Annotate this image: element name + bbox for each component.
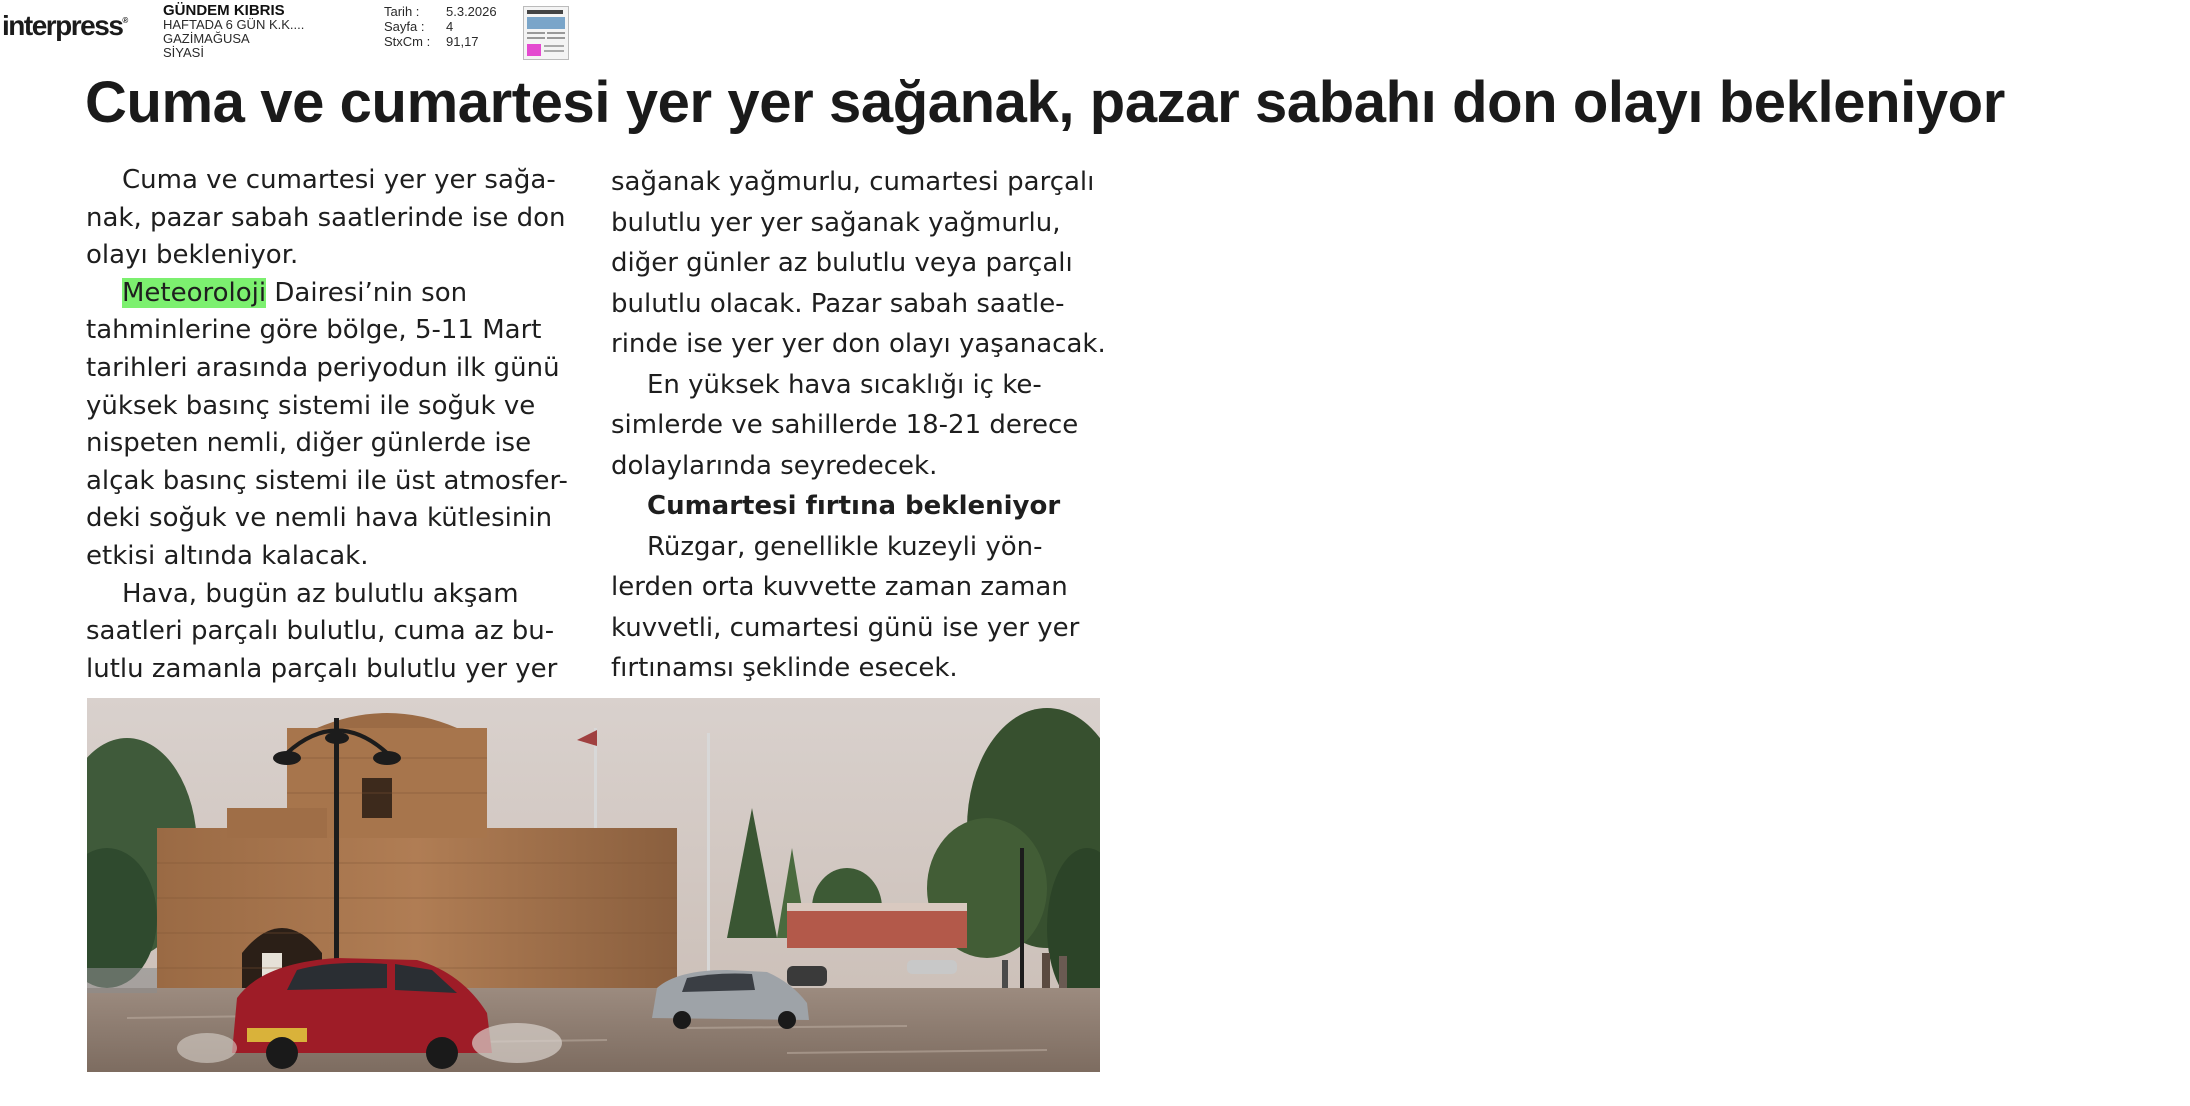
meta-page-value: 4 bbox=[446, 19, 454, 34]
article-subhead: Cumartesi fırtına bekleniyor bbox=[647, 491, 1061, 521]
text-line: nispeten nemli, diğer günlerde ise bbox=[86, 428, 532, 459]
text-line: tarihleri arasında periyodun ilk günü bbox=[86, 352, 560, 383]
page-thumbnail[interactable] bbox=[523, 6, 569, 60]
publication-name: GÜNDEM KIBRIS bbox=[163, 2, 285, 19]
text-line: saatleri parçalı bulutlu, cuma az bu- bbox=[86, 616, 555, 647]
text-line: fırtınamsı şeklinde esecek. bbox=[611, 653, 958, 683]
article-headline: Cuma ve cumartesi yer yer sağanak, pazar sabahı don olayı bekleniyor bbox=[85, 70, 2005, 135]
meta-size bbox=[384, 34, 497, 49]
text-line: Cuma ve cumartesi yer yer sağa- bbox=[122, 165, 556, 195]
text-line: rinde ise yer yer don olayı yaşanacak. bbox=[611, 329, 1106, 359]
publication-city: GAZİMAĞUSA bbox=[163, 31, 250, 46]
text-line bbox=[86, 275, 568, 313]
text-line: tahminlerine göre bölge, 5-11 Mart bbox=[86, 315, 542, 346]
meta-date bbox=[384, 4, 497, 19]
clipping-meta bbox=[384, 4, 497, 49]
publication-info bbox=[163, 4, 304, 60]
flooded-street-photo bbox=[87, 698, 1100, 1072]
meta-size-value: 91,17 bbox=[446, 34, 479, 49]
meta-size-label: StxCm : bbox=[384, 34, 431, 49]
text-line: yüksek basınç sistemi ile soğuk ve bbox=[86, 390, 536, 421]
text-line: simlerde ve sahillerde 18-21 derece bbox=[611, 410, 1079, 440]
text-line: En yüksek hava sıcaklığı iç ke- bbox=[647, 369, 1042, 400]
article-column-2 bbox=[611, 162, 1106, 689]
text-line: alçak basınç sistemi ile üst atmosfer- bbox=[86, 465, 568, 496]
highlighted-keyword: Meteoroloji bbox=[122, 277, 267, 308]
text-fragment: Dairesi’nin son bbox=[266, 277, 468, 308]
text-line: sağanak yağmurlu, cumartesi parçalı bbox=[611, 167, 1095, 197]
text-line: deki soğuk ve nemli hava kütlesinin bbox=[86, 503, 553, 534]
publication-frequency: HAFTADA 6 GÜN K.K.... bbox=[163, 17, 305, 32]
text-line: bulutlu olacak. Pazar sabah saatle- bbox=[611, 288, 1065, 319]
text-line: nak, pazar sabah saatlerinde ise don bbox=[86, 202, 566, 233]
text-line: olayı bekleniyor. bbox=[86, 240, 299, 271]
meta-page bbox=[384, 19, 497, 34]
meta-date-value: 5.3.2026 bbox=[446, 4, 497, 19]
text-line: Rüzgar, genellikle kuzeyli yön- bbox=[647, 531, 1043, 562]
text-line: bulutlu yer yer sağanak yağmurlu, bbox=[611, 207, 1061, 238]
registered-mark: ® bbox=[122, 16, 129, 25]
meta-page-label: Sayfa : bbox=[384, 19, 425, 34]
text-line: kuvvetli, cumartesi günü ise yer yer bbox=[611, 612, 1080, 643]
text-line: dolaylarında seyredecek. bbox=[611, 450, 938, 481]
text-line: lutlu zamanla parçalı bulutlu yer yer bbox=[86, 653, 558, 684]
publication-category: SİYASİ bbox=[163, 45, 204, 60]
interpress-logo bbox=[2, 10, 128, 42]
article-photo bbox=[87, 698, 1100, 1072]
text-line: diğer günler az bulutlu veya parçalı bbox=[611, 248, 1073, 278]
meta-date-label: Tarih : bbox=[384, 4, 420, 19]
logo-text: interpress bbox=[2, 10, 123, 41]
text-line: etkisi altında kalacak. bbox=[86, 540, 369, 571]
article-column-1 bbox=[86, 162, 568, 688]
text-line: lerden orta kuvvette zaman zaman bbox=[611, 572, 1068, 602]
text-line: Hava, bugün az bulutlu akşam bbox=[122, 578, 519, 609]
